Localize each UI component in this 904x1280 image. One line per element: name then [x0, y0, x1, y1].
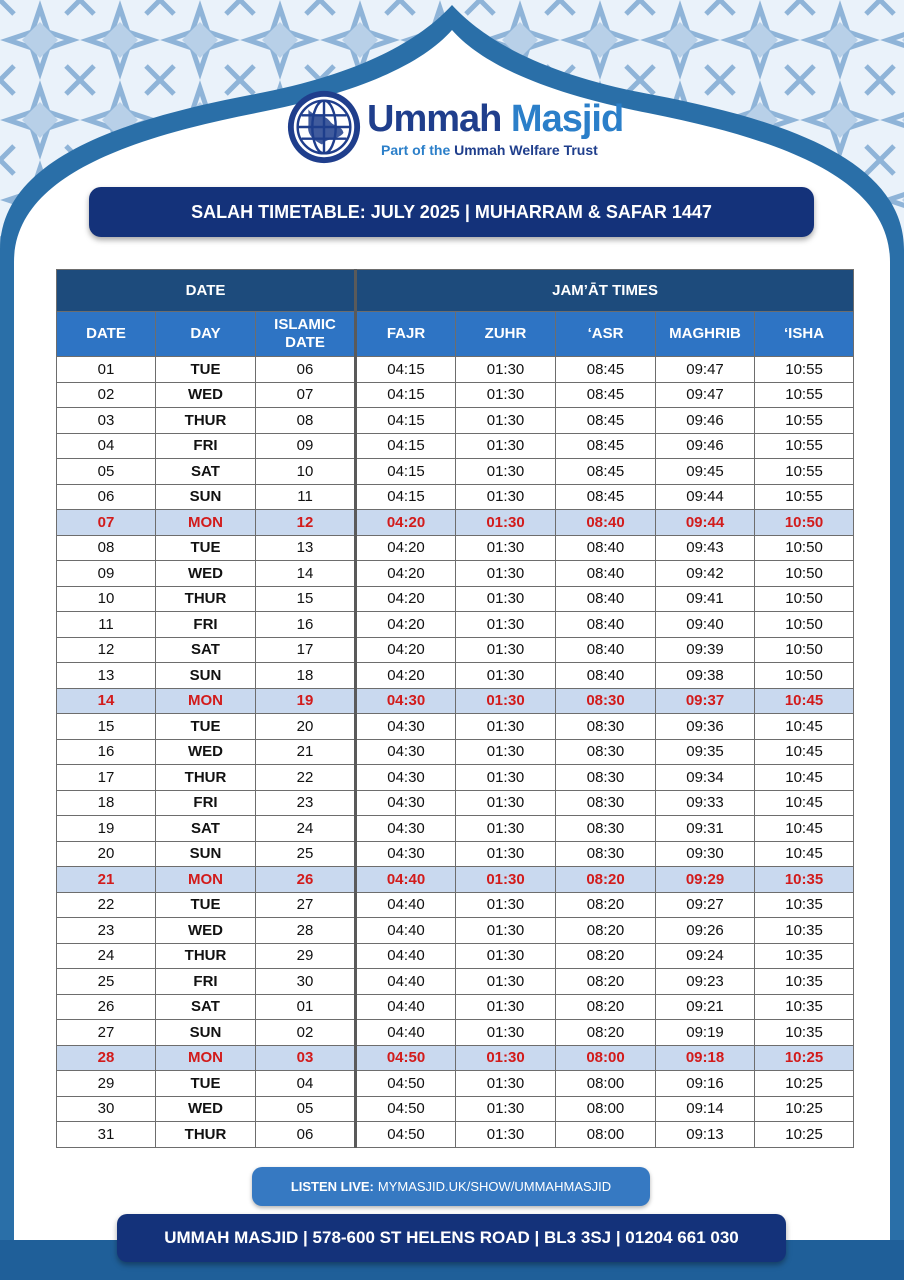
- cell-day: TUE: [156, 535, 256, 561]
- cell-isha: 10:45: [755, 688, 854, 714]
- cell-asr: 08:40: [556, 535, 656, 561]
- cell-date: 06: [57, 484, 156, 510]
- cell-isha: 10:45: [755, 816, 854, 842]
- cell-zuhr: 01:30: [456, 433, 556, 459]
- cell-asr: 08:20: [556, 918, 656, 944]
- cell-zuhr: 01:30: [456, 1096, 556, 1122]
- col-header-fajr: FAJR: [356, 312, 456, 357]
- table-row: [57, 714, 854, 740]
- cell-maghrib: 09:26: [656, 918, 755, 944]
- listen-live-label: LISTEN LIVE:: [290, 1179, 374, 1194]
- cell-maghrib: 09:16: [656, 1071, 755, 1097]
- cell-isha: 10:55: [755, 408, 854, 434]
- cell-day: WED: [156, 918, 256, 944]
- cell-date: 19: [57, 816, 156, 842]
- table-row: [57, 561, 854, 587]
- cell-fajr: 04:50: [356, 1071, 456, 1097]
- cell-islamic: 10: [256, 459, 356, 485]
- cell-islamic: 09: [256, 433, 356, 459]
- cell-zuhr: 01:30: [456, 510, 556, 536]
- cell-isha: 10:45: [755, 765, 854, 791]
- cell-maghrib: 09:47: [656, 357, 755, 383]
- cell-maghrib: 09:23: [656, 969, 755, 995]
- cell-date: 16: [57, 739, 156, 765]
- cell-date: 02: [57, 382, 156, 408]
- cell-date: 14: [57, 688, 156, 714]
- cell-day: TUE: [156, 892, 256, 918]
- cell-asr: 08:30: [556, 790, 656, 816]
- table-row: [57, 1020, 854, 1046]
- cell-isha: 10:35: [755, 918, 854, 944]
- cell-asr: 08:30: [556, 739, 656, 765]
- cell-fajr: 04:50: [356, 1122, 456, 1148]
- cell-zuhr: 01:30: [456, 969, 556, 995]
- cell-date: 10: [57, 586, 156, 612]
- cell-day: WED: [156, 382, 256, 408]
- cell-zuhr: 01:30: [456, 841, 556, 867]
- cell-islamic: 18: [256, 663, 356, 689]
- cell-asr: 08:45: [556, 484, 656, 510]
- cell-isha: 10:45: [755, 714, 854, 740]
- cell-islamic: 06: [256, 357, 356, 383]
- cell-fajr: 04:20: [356, 612, 456, 638]
- table-row: [57, 382, 854, 408]
- salah-timetable: [56, 269, 854, 1148]
- cell-asr: 08:20: [556, 969, 656, 995]
- cell-maghrib: 09:30: [656, 841, 755, 867]
- group-header-date: DATE: [57, 270, 356, 312]
- table-row: [57, 1096, 854, 1122]
- cell-day: MON: [156, 867, 256, 893]
- cell-fajr: 04:30: [356, 739, 456, 765]
- cell-islamic: 17: [256, 637, 356, 663]
- logo-title: Ummah Masjid: [367, 98, 624, 140]
- cell-asr: 08:45: [556, 459, 656, 485]
- cell-day: FRI: [156, 433, 256, 459]
- cell-fajr: 04:40: [356, 867, 456, 893]
- cell-day: THUR: [156, 1122, 256, 1148]
- cell-isha: 10:50: [755, 637, 854, 663]
- cell-islamic: 12: [256, 510, 356, 536]
- cell-maghrib: 09:46: [656, 433, 755, 459]
- table-row: [57, 816, 854, 842]
- cell-fajr: 04:20: [356, 586, 456, 612]
- logo-tagline: Part of the Ummah Welfare Trust: [381, 142, 598, 158]
- cell-maghrib: 09:27: [656, 892, 755, 918]
- cell-fajr: 04:20: [356, 663, 456, 689]
- cell-zuhr: 01:30: [456, 357, 556, 383]
- cell-zuhr: 01:30: [456, 892, 556, 918]
- cell-day: FRI: [156, 612, 256, 638]
- cell-date: 11: [57, 612, 156, 638]
- cell-asr: 08:20: [556, 943, 656, 969]
- cell-zuhr: 01:30: [456, 918, 556, 944]
- cell-islamic: 06: [256, 1122, 356, 1148]
- cell-maghrib: 09:31: [656, 816, 755, 842]
- cell-isha: 10:35: [755, 994, 854, 1020]
- cell-maghrib: 09:21: [656, 994, 755, 1020]
- cell-fajr: 04:30: [356, 765, 456, 791]
- cell-islamic: 05: [256, 1096, 356, 1122]
- globe-icon: [285, 88, 363, 166]
- cell-zuhr: 01:30: [456, 459, 556, 485]
- cell-day: WED: [156, 1096, 256, 1122]
- cell-asr: 08:00: [556, 1096, 656, 1122]
- table-row: [57, 943, 854, 969]
- cell-day: SUN: [156, 841, 256, 867]
- table-row: [57, 459, 854, 485]
- cell-islamic: 07: [256, 382, 356, 408]
- cell-maghrib: 09:18: [656, 1045, 755, 1071]
- cell-day: WED: [156, 561, 256, 587]
- cell-zuhr: 01:30: [456, 586, 556, 612]
- cell-zuhr: 01:30: [456, 561, 556, 587]
- cell-asr: 08:30: [556, 816, 656, 842]
- table-row: [57, 841, 854, 867]
- cell-date: 01: [57, 357, 156, 383]
- cell-islamic: 01: [256, 994, 356, 1020]
- cell-fajr: 04:40: [356, 892, 456, 918]
- cell-day: MON: [156, 510, 256, 536]
- cell-islamic: 08: [256, 408, 356, 434]
- cell-zuhr: 01:30: [456, 535, 556, 561]
- cell-fajr: 04:30: [356, 688, 456, 714]
- cell-day: MON: [156, 688, 256, 714]
- cell-fajr: 04:15: [356, 408, 456, 434]
- table-row: [57, 484, 854, 510]
- cell-asr: 08:40: [556, 637, 656, 663]
- cell-islamic: 24: [256, 816, 356, 842]
- cell-isha: 10:25: [755, 1096, 854, 1122]
- cell-day: SAT: [156, 637, 256, 663]
- cell-isha: 10:50: [755, 535, 854, 561]
- cell-asr: 08:45: [556, 357, 656, 383]
- cell-isha: 10:35: [755, 892, 854, 918]
- cell-day: TUE: [156, 1071, 256, 1097]
- cell-islamic: 04: [256, 1071, 356, 1097]
- cell-zuhr: 01:30: [456, 688, 556, 714]
- cell-day: TUE: [156, 357, 256, 383]
- cell-zuhr: 01:30: [456, 994, 556, 1020]
- cell-asr: 08:40: [556, 561, 656, 587]
- cell-isha: 10:45: [755, 790, 854, 816]
- table-row: [57, 612, 854, 638]
- cell-maghrib: 09:29: [656, 867, 755, 893]
- cell-fajr: 04:30: [356, 816, 456, 842]
- cell-asr: 08:40: [556, 612, 656, 638]
- cell-isha: 10:50: [755, 586, 854, 612]
- cell-isha: 10:55: [755, 357, 854, 383]
- cell-date: 31: [57, 1122, 156, 1148]
- table-row: [57, 535, 854, 561]
- cell-fajr: 04:15: [356, 484, 456, 510]
- col-header-zuhr: ZUHR: [456, 312, 556, 357]
- cell-day: SUN: [156, 1020, 256, 1046]
- cell-asr: 08:00: [556, 1122, 656, 1148]
- col-header-isha: ‘ISHA: [755, 312, 854, 357]
- cell-isha: 10:50: [755, 561, 854, 587]
- cell-isha: 10:25: [755, 1122, 854, 1148]
- cell-fajr: 04:15: [356, 357, 456, 383]
- col-header-maghrib: MAGHRIB: [656, 312, 755, 357]
- cell-date: 04: [57, 433, 156, 459]
- cell-day: FRI: [156, 790, 256, 816]
- cell-isha: 10:45: [755, 739, 854, 765]
- cell-fajr: 04:40: [356, 943, 456, 969]
- cell-maghrib: 09:43: [656, 535, 755, 561]
- cell-islamic: 30: [256, 969, 356, 995]
- cell-fajr: 04:40: [356, 994, 456, 1020]
- cell-isha: 10:25: [755, 1045, 854, 1071]
- cell-islamic: 29: [256, 943, 356, 969]
- cell-isha: 10:35: [755, 867, 854, 893]
- table-row: [57, 994, 854, 1020]
- cell-isha: 10:50: [755, 612, 854, 638]
- table-row: [57, 433, 854, 459]
- cell-zuhr: 01:30: [456, 1071, 556, 1097]
- cell-isha: 10:50: [755, 510, 854, 536]
- cell-asr: 08:00: [556, 1071, 656, 1097]
- cell-maghrib: 09:44: [656, 484, 755, 510]
- cell-asr: 08:30: [556, 688, 656, 714]
- cell-isha: 10:55: [755, 459, 854, 485]
- listen-live-banner[interactable]: [252, 1167, 650, 1206]
- cell-date: 27: [57, 1020, 156, 1046]
- table-row: [57, 969, 854, 995]
- cell-zuhr: 01:30: [456, 790, 556, 816]
- cell-date: 28: [57, 1045, 156, 1071]
- cell-date: 03: [57, 408, 156, 434]
- table-row: [57, 918, 854, 944]
- cell-zuhr: 01:30: [456, 382, 556, 408]
- cell-maghrib: 09:40: [656, 612, 755, 638]
- cell-fajr: 04:40: [356, 918, 456, 944]
- group-header-jamat-times: JAM’ĀT TIMES: [356, 270, 854, 312]
- table-row: [57, 357, 854, 383]
- cell-isha: 10:55: [755, 433, 854, 459]
- cell-asr: 08:45: [556, 382, 656, 408]
- cell-maghrib: 09:42: [656, 561, 755, 587]
- cell-islamic: 25: [256, 841, 356, 867]
- col-header-asr: ‘ASR: [556, 312, 656, 357]
- cell-asr: 08:20: [556, 994, 656, 1020]
- cell-maghrib: 09:19: [656, 1020, 755, 1046]
- cell-asr: 08:40: [556, 510, 656, 536]
- cell-islamic: 14: [256, 561, 356, 587]
- cell-day: THUR: [156, 765, 256, 791]
- cell-asr: 08:40: [556, 663, 656, 689]
- cell-maghrib: 09:14: [656, 1096, 755, 1122]
- table-row: [57, 1045, 854, 1071]
- cell-islamic: 13: [256, 535, 356, 561]
- table-row: [57, 739, 854, 765]
- cell-maghrib: 09:36: [656, 714, 755, 740]
- cell-zuhr: 01:30: [456, 1045, 556, 1071]
- cell-islamic: 23: [256, 790, 356, 816]
- cell-fajr: 04:20: [356, 637, 456, 663]
- cell-fajr: 04:15: [356, 382, 456, 408]
- cell-date: 08: [57, 535, 156, 561]
- cell-maghrib: 09:46: [656, 408, 755, 434]
- cell-maghrib: 09:45: [656, 459, 755, 485]
- cell-zuhr: 01:30: [456, 408, 556, 434]
- cell-day: SAT: [156, 816, 256, 842]
- cell-asr: 08:20: [556, 867, 656, 893]
- cell-day: THUR: [156, 943, 256, 969]
- cell-asr: 08:45: [556, 433, 656, 459]
- table-row: [57, 867, 854, 893]
- cell-day: THUR: [156, 586, 256, 612]
- cell-day: TUE: [156, 714, 256, 740]
- cell-date: 12: [57, 637, 156, 663]
- cell-zuhr: 01:30: [456, 867, 556, 893]
- cell-day: MON: [156, 1045, 256, 1071]
- cell-islamic: 11: [256, 484, 356, 510]
- cell-fajr: 04:40: [356, 969, 456, 995]
- table-row: [57, 892, 854, 918]
- cell-isha: 10:55: [755, 484, 854, 510]
- cell-isha: 10:45: [755, 841, 854, 867]
- cell-zuhr: 01:30: [456, 739, 556, 765]
- cell-zuhr: 01:30: [456, 637, 556, 663]
- cell-date: 09: [57, 561, 156, 587]
- cell-date: 26: [57, 994, 156, 1020]
- cell-zuhr: 01:30: [456, 765, 556, 791]
- cell-zuhr: 01:30: [456, 484, 556, 510]
- cell-isha: 10:35: [755, 943, 854, 969]
- listen-live-url[interactable]: MYMASJID.UK/SHOW/UMMAHMASJID: [377, 1179, 612, 1194]
- cell-zuhr: 01:30: [456, 612, 556, 638]
- cell-islamic: 28: [256, 918, 356, 944]
- cell-maghrib: 09:13: [656, 1122, 755, 1148]
- cell-date: 24: [57, 943, 156, 969]
- cell-asr: 08:45: [556, 408, 656, 434]
- cell-day: SAT: [156, 994, 256, 1020]
- cell-fajr: 04:20: [356, 510, 456, 536]
- cell-isha: 10:50: [755, 663, 854, 689]
- cell-asr: 08:00: [556, 1045, 656, 1071]
- col-header-day: DAY: [156, 312, 256, 357]
- cell-fajr: 04:30: [356, 790, 456, 816]
- cell-asr: 08:30: [556, 841, 656, 867]
- cell-maghrib: 09:47: [656, 382, 755, 408]
- cell-day: SUN: [156, 663, 256, 689]
- cell-date: 21: [57, 867, 156, 893]
- cell-day: SAT: [156, 459, 256, 485]
- col-header-islamic-date: ISLAMIC DATE: [256, 312, 356, 357]
- cell-isha: 10:35: [755, 969, 854, 995]
- cell-asr: 08:30: [556, 714, 656, 740]
- cell-day: SUN: [156, 484, 256, 510]
- cell-maghrib: 09:41: [656, 586, 755, 612]
- cell-islamic: 27: [256, 892, 356, 918]
- cell-zuhr: 01:30: [456, 663, 556, 689]
- cell-fajr: 04:20: [356, 561, 456, 587]
- cell-islamic: 20: [256, 714, 356, 740]
- cell-fajr: 04:50: [356, 1096, 456, 1122]
- cell-isha: 10:35: [755, 1020, 854, 1046]
- cell-islamic: 19: [256, 688, 356, 714]
- cell-date: 17: [57, 765, 156, 791]
- cell-islamic: 02: [256, 1020, 356, 1046]
- cell-asr: 08:20: [556, 892, 656, 918]
- cell-date: 13: [57, 663, 156, 689]
- cell-day: THUR: [156, 408, 256, 434]
- cell-maghrib: 09:35: [656, 739, 755, 765]
- cell-date: 18: [57, 790, 156, 816]
- cell-day: FRI: [156, 969, 256, 995]
- cell-isha: 10:25: [755, 1071, 854, 1097]
- cell-maghrib: 09:38: [656, 663, 755, 689]
- cell-date: 05: [57, 459, 156, 485]
- table-row: [57, 688, 854, 714]
- cell-zuhr: 01:30: [456, 816, 556, 842]
- cell-date: 23: [57, 918, 156, 944]
- page-title: SALAH TIMETABLE: JULY 2025 | MUHARRAM & SAFAR 1447: [89, 187, 814, 237]
- table-row: [57, 663, 854, 689]
- cell-day: WED: [156, 739, 256, 765]
- masjid-logo: [285, 88, 625, 168]
- cell-islamic: 15: [256, 586, 356, 612]
- table-row: [57, 510, 854, 536]
- cell-islamic: 21: [256, 739, 356, 765]
- cell-date: 29: [57, 1071, 156, 1097]
- cell-asr: 08:30: [556, 765, 656, 791]
- cell-asr: 08:20: [556, 1020, 656, 1046]
- cell-fajr: 04:15: [356, 459, 456, 485]
- cell-date: 20: [57, 841, 156, 867]
- cell-date: 25: [57, 969, 156, 995]
- cell-maghrib: 09:34: [656, 765, 755, 791]
- cell-date: 22: [57, 892, 156, 918]
- cell-zuhr: 01:30: [456, 1122, 556, 1148]
- cell-islamic: 16: [256, 612, 356, 638]
- table-row: [57, 765, 854, 791]
- cell-date: 30: [57, 1096, 156, 1122]
- table-row: [57, 637, 854, 663]
- cell-fajr: 04:40: [356, 1020, 456, 1046]
- cell-islamic: 22: [256, 765, 356, 791]
- cell-fajr: 04:15: [356, 433, 456, 459]
- cell-maghrib: 09:39: [656, 637, 755, 663]
- cell-fajr: 04:50: [356, 1045, 456, 1071]
- cell-asr: 08:40: [556, 586, 656, 612]
- cell-zuhr: 01:30: [456, 714, 556, 740]
- cell-zuhr: 01:30: [456, 1020, 556, 1046]
- cell-date: 07: [57, 510, 156, 536]
- cell-fajr: 04:30: [356, 714, 456, 740]
- cell-maghrib: 09:44: [656, 510, 755, 536]
- col-header-date: DATE: [57, 312, 156, 357]
- table-row: [57, 408, 854, 434]
- cell-fajr: 04:20: [356, 535, 456, 561]
- cell-islamic: 03: [256, 1045, 356, 1071]
- cell-isha: 10:55: [755, 382, 854, 408]
- cell-maghrib: 09:24: [656, 943, 755, 969]
- table-row: [57, 1071, 854, 1097]
- cell-maghrib: 09:37: [656, 688, 755, 714]
- table-row: [57, 790, 854, 816]
- table-row: [57, 1122, 854, 1148]
- cell-maghrib: 09:33: [656, 790, 755, 816]
- cell-date: 15: [57, 714, 156, 740]
- footer-address: UMMAH MASJID | 578-600 ST HELENS ROAD | BL3 3SJ | 01204 661 030: [117, 1214, 786, 1262]
- table-row: [57, 586, 854, 612]
- cell-fajr: 04:30: [356, 841, 456, 867]
- cell-islamic: 26: [256, 867, 356, 893]
- cell-zuhr: 01:30: [456, 943, 556, 969]
